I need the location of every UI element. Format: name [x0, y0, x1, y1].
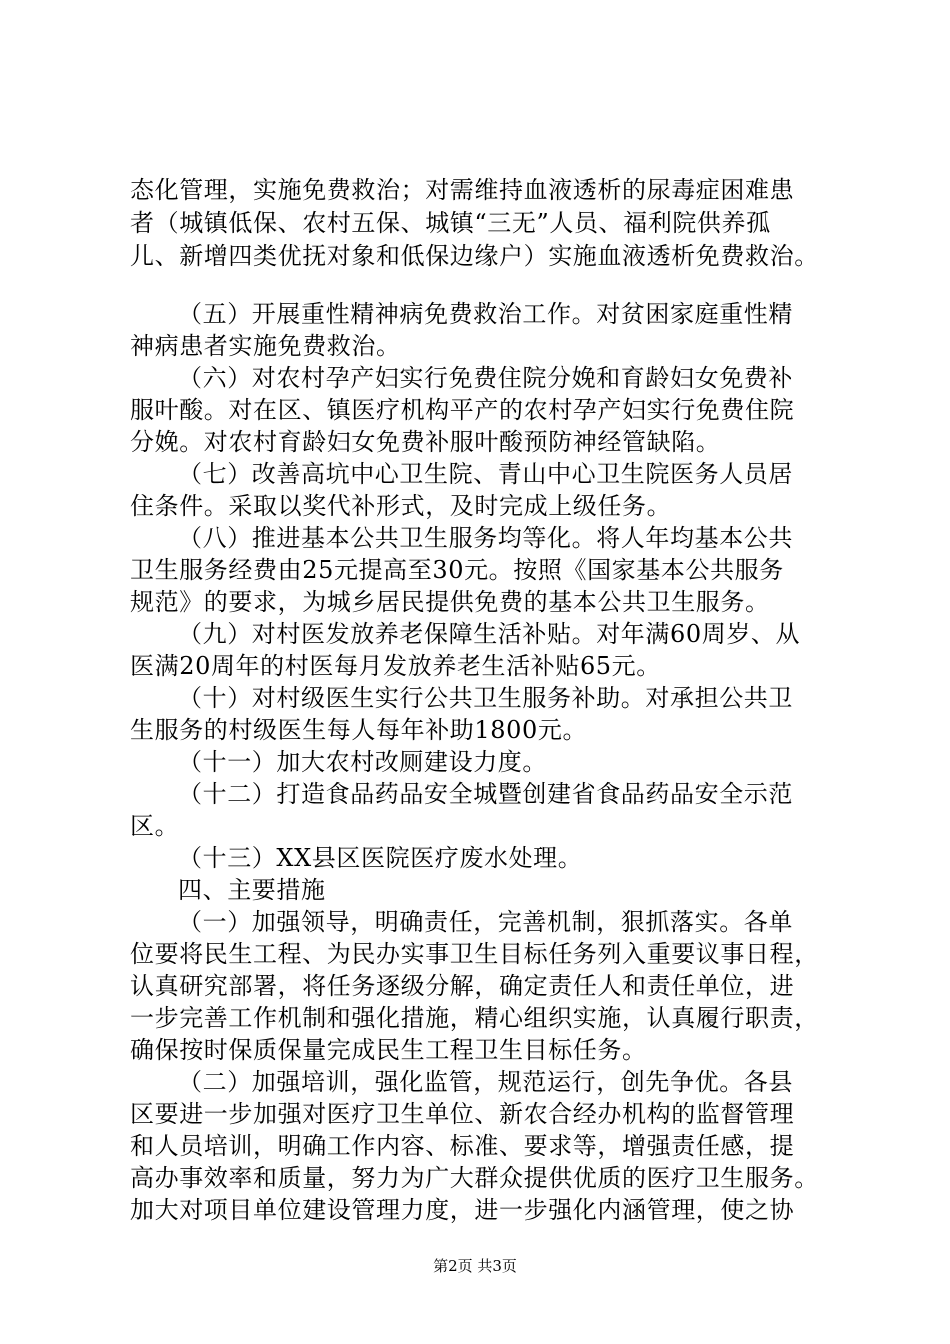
text-line: （十二）打造食品药品安全城暨创建省食品药品安全示范	[178, 780, 793, 808]
text-line: 位要将民生工程、为民办实事卫生目标任务列入重要议事日程，	[130, 940, 819, 968]
text-line: 一步完善工作机制和强化措施，精心组织实施，认真履行职责，	[130, 1004, 819, 1032]
text-line: 和人员培训，明确工作内容、标准、要求等，增强责任感，提	[130, 1132, 795, 1160]
text-line: （十一）加大农村改厕建设力度。	[178, 748, 547, 776]
text-line: 分娩。对农村育龄妇女免费补服叶酸预防神经管缺陷。	[130, 428, 721, 456]
text-line: （十）对村级医生实行公共卫生服务补助。对承担公共卫	[178, 684, 793, 712]
text-line: 医满20周年的村医每月发放养老生活补贴65元。	[130, 652, 661, 680]
text-line: （八）推进基本公共卫生服务均等化。将人年均基本公共	[178, 524, 793, 552]
text-line: （九）对村医发放养老保障生活补贴。对年满60周岁、从	[178, 620, 801, 648]
text-line: 加大对项目单位建设管理力度，进一步强化内涵管理，使之协	[130, 1196, 795, 1224]
text-line: 高办事效率和质量，努力为广大群众提供优质的医疗卫生服务。	[130, 1164, 819, 1192]
text-line: 态化管理，实施免费救治；对需维持血液透析的尿毒症困难患	[130, 176, 795, 204]
text-line: 生服务的村级医生每人每年补助1800元。	[130, 716, 588, 744]
text-line: 者（城镇低保、农村五保、城镇“三无”人员、福利院供养孤	[130, 209, 771, 237]
text-line: 规范》的要求，为城乡居民提供免费的基本公共卫生服务。	[130, 588, 770, 616]
page-number-footer: 第2页 共3页	[433, 1257, 517, 1275]
text-line: （一）加强领导，明确责任，完善机制，狠抓落实。各单	[178, 908, 793, 936]
text-line: （六）对农村孕产妇实行免费住院分娩和育龄妇女免费补	[178, 364, 793, 392]
text-line: 儿、新增四类优抚对象和低保边缘户）实施血液透析免费救治。	[130, 242, 819, 270]
text-line: （十三）XX县区医院医疗废水处理。	[178, 844, 583, 872]
text-line: 区要进一步加强对医疗卫生单位、新农合经办机构的监督管理	[130, 1100, 795, 1128]
text-line: （五）开展重性精神病免费救治工作。对贫困家庭重性精	[178, 300, 793, 328]
text-line: 卫生服务经费由25元提高至30元。按照《国家基本公共服务	[130, 556, 784, 584]
text-line: （二）加强培训，强化监管，规范运行，创先争优。各县	[178, 1068, 793, 1096]
text-line: 住条件。采取以奖代补形式，及时完成上级任务。	[130, 492, 672, 520]
text-line: 服叶酸。对在区、镇医疗机构平产的农村孕产妇实行免费住院	[130, 396, 795, 424]
text-line: 神病患者实施免费救治。	[130, 332, 401, 360]
text-line: 确保按时保质保量完成民生工程卫生目标任务。	[130, 1036, 647, 1064]
section-heading: 四、主要措施	[178, 876, 326, 904]
text-line: 认真研究部署，将任务逐级分解，确定责任人和责任单位，进	[130, 972, 795, 1000]
text-line: （七）改善高坑中心卫生院、青山中心卫生院医务人员居	[178, 460, 793, 488]
text-line: 区。	[130, 812, 180, 840]
